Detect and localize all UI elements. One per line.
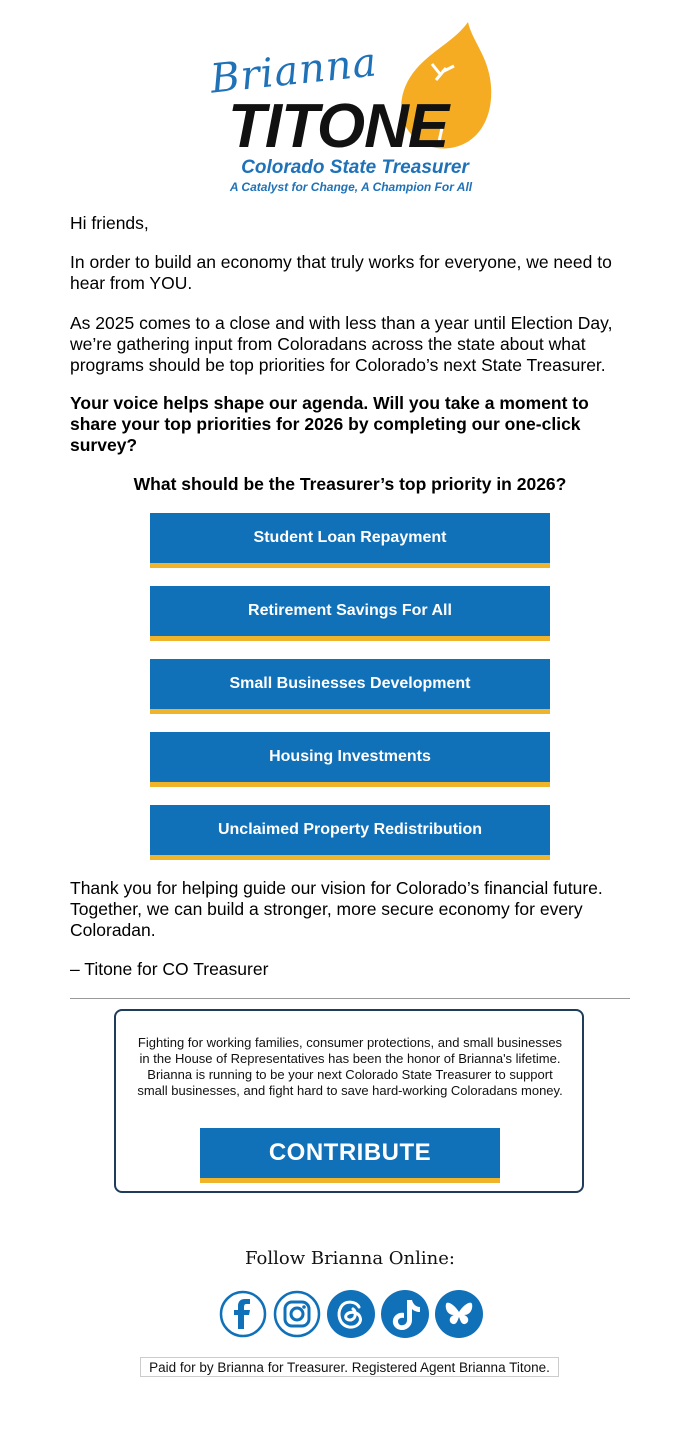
signoff: – Titone for CO Treasurer [70,959,269,979]
greeting: Hi friends, [70,213,149,233]
ask-paragraph: Your voice helps shape our agenda. Will you take a moment to share your top priorities for 2026 by completing our one-click survey? [70,393,589,455]
logo-office: Colorado State Treasurer [241,157,469,178]
option-retirement-button[interactable]: Retirement Savings For All [150,586,550,641]
option-unclaimed-property-button[interactable]: Unclaimed Property Redistribution [150,805,550,860]
paid-for-disclaimer: Paid for by Brianna for Treasurer. Registered Agent Brianna Titone. [140,1357,559,1377]
threads-icon[interactable] [327,1290,375,1338]
divider [70,998,630,999]
logo-tagline: A Catalyst for Change, A Champion For All [229,180,473,194]
logo-last-name: TITONE [228,92,449,161]
bluesky-icon[interactable] [435,1290,483,1338]
context-paragraph: As 2025 comes to a close and with less than a year until Election Day, we’re gathering input from Coloradans across the state about what programs should be top priorities for Colorado’s next State Treasurer. [70,313,613,375]
social-links [219,1290,483,1340]
option-student-loan-button[interactable]: Student Loan Repayment [150,513,550,568]
thanks-paragraph: Thank you for helping guide our vision for Colorado’s financial future. Together, we can build a stronger, more secure economy for every Coloradan. [70,878,603,940]
instagram-icon[interactable] [273,1290,321,1338]
contribute-card [114,1009,584,1193]
tiktok-icon[interactable] [381,1290,429,1338]
facebook-icon[interactable] [219,1290,267,1338]
follow-heading: Follow Brianna Online: [245,1248,455,1269]
option-housing-button[interactable]: Housing Investments [150,732,550,787]
intro-paragraph: In order to build an economy that truly works for everyone, we need to hear from YOU. [70,252,612,293]
option-small-business-button[interactable]: Small Businesses Development [150,659,550,714]
campaign-logo [200,18,500,198]
logo-script-name: Brianna [208,39,380,103]
contribute-button[interactable]: CONTRIBUTE [200,1128,500,1183]
survey-question: What should be the Treasurer’s top priority in 2026? [133,474,567,494]
card-blurb: Fighting for working families, consumer protections, and small businesses in the House of Representatives has been the honor of Brianna's lifetime. Brianna is running to be your next Colorado State Treasurer to support small businesses, and fight hard to save hard-working Coloradans money. [137,1035,563,1098]
